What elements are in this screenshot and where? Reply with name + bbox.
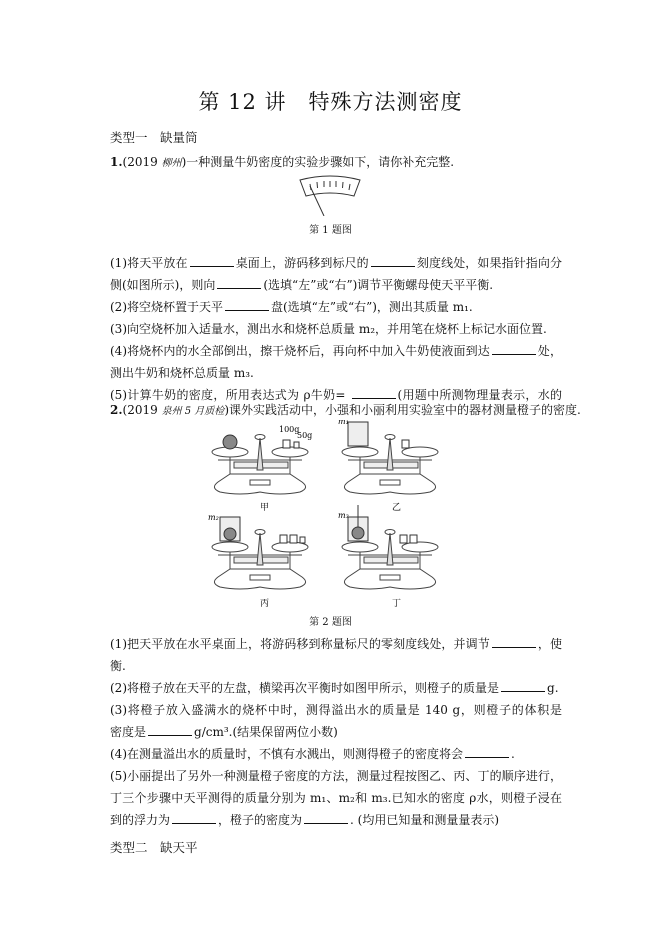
line-text: (3)将橙子放入盛满水的烧杯中时，测得溢出水的质量是 140 g，则橙子的体积是 (110, 703, 562, 717)
q1-text-line (110, 318, 562, 340)
question-number: 2. (110, 403, 123, 417)
q1-text-line (110, 274, 562, 296)
line-text: ，使 (537, 637, 562, 651)
q2-text-line (110, 765, 562, 787)
q2-text-line (110, 787, 562, 809)
q1-text-line (110, 252, 562, 274)
q2-text-line (110, 633, 562, 655)
figure-2-caption: 第 2 题图 (309, 617, 352, 628)
line-text: (4)将烧杯内的水全部倒出，擦干烧杯后，再向杯中加入牛奶使液面到达 (110, 344, 490, 358)
line-text: 刻度线处，如果指针指向分 (416, 256, 562, 270)
q2-text-line (110, 721, 562, 743)
weight-label-50g: 50g (297, 431, 313, 440)
answer-blank[interactable] (304, 811, 348, 824)
line-text: . (均用已知量和测量量表示) (350, 813, 500, 827)
line-text: 到的浮力为 (110, 813, 171, 827)
answer-blank[interactable] (465, 745, 509, 758)
balance-bing (208, 513, 308, 609)
answer-blank[interactable] (217, 276, 261, 289)
answer-blank[interactable] (492, 635, 536, 648)
q1-text-line (110, 340, 562, 362)
section-heading-2: 类型二 缺天平 (110, 840, 198, 855)
line-text: 衡. (110, 659, 126, 673)
question-stem: )课外实践活动中，小强和小丽利用实验室中的器材测量橙子的密度. (224, 403, 581, 417)
line-text: (1)将天平放在 (110, 256, 188, 270)
answer-blank[interactable] (352, 386, 396, 399)
line-text: 丁三个步骤中天平测得的质量分别为 m₁、m₂和 m₃.已知水的密度 ρ水，则橙子浸在 (110, 791, 562, 805)
balance-yi (338, 420, 438, 513)
balance-ding (338, 505, 438, 609)
q2-text-line (110, 699, 562, 721)
question-source: 柳州 (161, 158, 182, 169)
mass-label-m2: m₂ (208, 513, 219, 522)
q1-text-line (110, 362, 562, 384)
answer-blank[interactable] (172, 811, 216, 824)
mass-label-m3: m₃ (338, 511, 349, 520)
answer-blank[interactable] (148, 723, 192, 736)
line-text: (用题中所测物理量表示，水的 (397, 388, 562, 402)
question-year: (2019 (122, 155, 162, 169)
q2-text-line (110, 809, 562, 831)
line-text: (5)计算牛奶的密度，所用表达式为 ρ牛奶= (110, 388, 350, 402)
figure-1-caption: 第 1 题图 (309, 225, 352, 236)
mass-label-m1: m₁ (338, 420, 349, 426)
question-year: (2019 (122, 403, 162, 417)
line-text: (4)在测量溢出水的质量时，不慎有水溅出，则测得橙子的密度将会 (110, 747, 464, 761)
answer-blank[interactable] (492, 342, 536, 355)
line-text: 处， (537, 344, 562, 358)
line-text: 桌面上，游码移到标尺的 (235, 256, 369, 270)
q2-text-line (110, 677, 562, 699)
line-text: 侧(如图所示)，则向 (110, 278, 216, 292)
q2-text-line (110, 743, 562, 765)
line-text: 测出牛奶和烧杯总质量 m₃. (110, 366, 254, 380)
question-source: 泉州 5 月质检 (161, 406, 225, 417)
q2-text-line (110, 655, 562, 677)
page-title: 第 12 讲 特殊方法测密度 (198, 90, 463, 114)
line-text: g. (547, 681, 559, 695)
answer-blank[interactable] (501, 679, 545, 692)
line-text: 密度是 (110, 725, 147, 739)
balance-figures (200, 420, 460, 610)
answer-blank[interactable] (371, 254, 415, 267)
figure-label-bing: 丙 (260, 599, 270, 609)
line-text: ，橙子的密度为 (218, 813, 303, 827)
balance-pointer-dial-figure (290, 172, 370, 216)
line-text: (2)将橙子放在天平的左盘，横梁再次平衡时如图甲所示，则橙子的质量是 (110, 681, 500, 695)
answer-blank[interactable] (225, 298, 269, 311)
line-text: 盘(选填“左”或“右”)，测出其质量 m₁. (271, 300, 473, 314)
line-text: (2)将空烧杯置于天平 (110, 300, 223, 314)
figure-label-ding: 丁 (392, 599, 402, 609)
q1-text-line (110, 296, 562, 318)
line-text: (5)小丽提出了另外一种测量橙子密度的方法，测量过程按图乙、丙、丁的顺序进行， (110, 769, 562, 783)
figure-label-yi: 乙 (392, 503, 402, 513)
line-text: (3)向空烧杯加入适量水，测出水和烧杯总质量 m₂，并用笔在烧杯上标记水面位置. (110, 322, 547, 336)
line-text: (选填“左”或“右”)调节平衡螺母使天平平衡. (263, 278, 494, 292)
section-heading-1: 类型一 缺量筒 (110, 130, 198, 145)
figure-label-jia: 甲 (260, 503, 270, 513)
line-text: (1)把天平放在水平桌面上，将游码移到称量标尺的零刻度线处，并调节 (110, 637, 490, 651)
balance-jia (212, 425, 312, 513)
question-number: 1. (110, 155, 123, 169)
answer-blank[interactable] (190, 254, 234, 267)
line-text: . (511, 747, 515, 761)
line-text: g/cm³.(结果保留两位小数) (194, 725, 338, 739)
question-stem: )一种测量牛奶密度的实验步骤如下，请你补充完整. (181, 155, 455, 169)
weight-label-100g: 100g (279, 425, 300, 434)
